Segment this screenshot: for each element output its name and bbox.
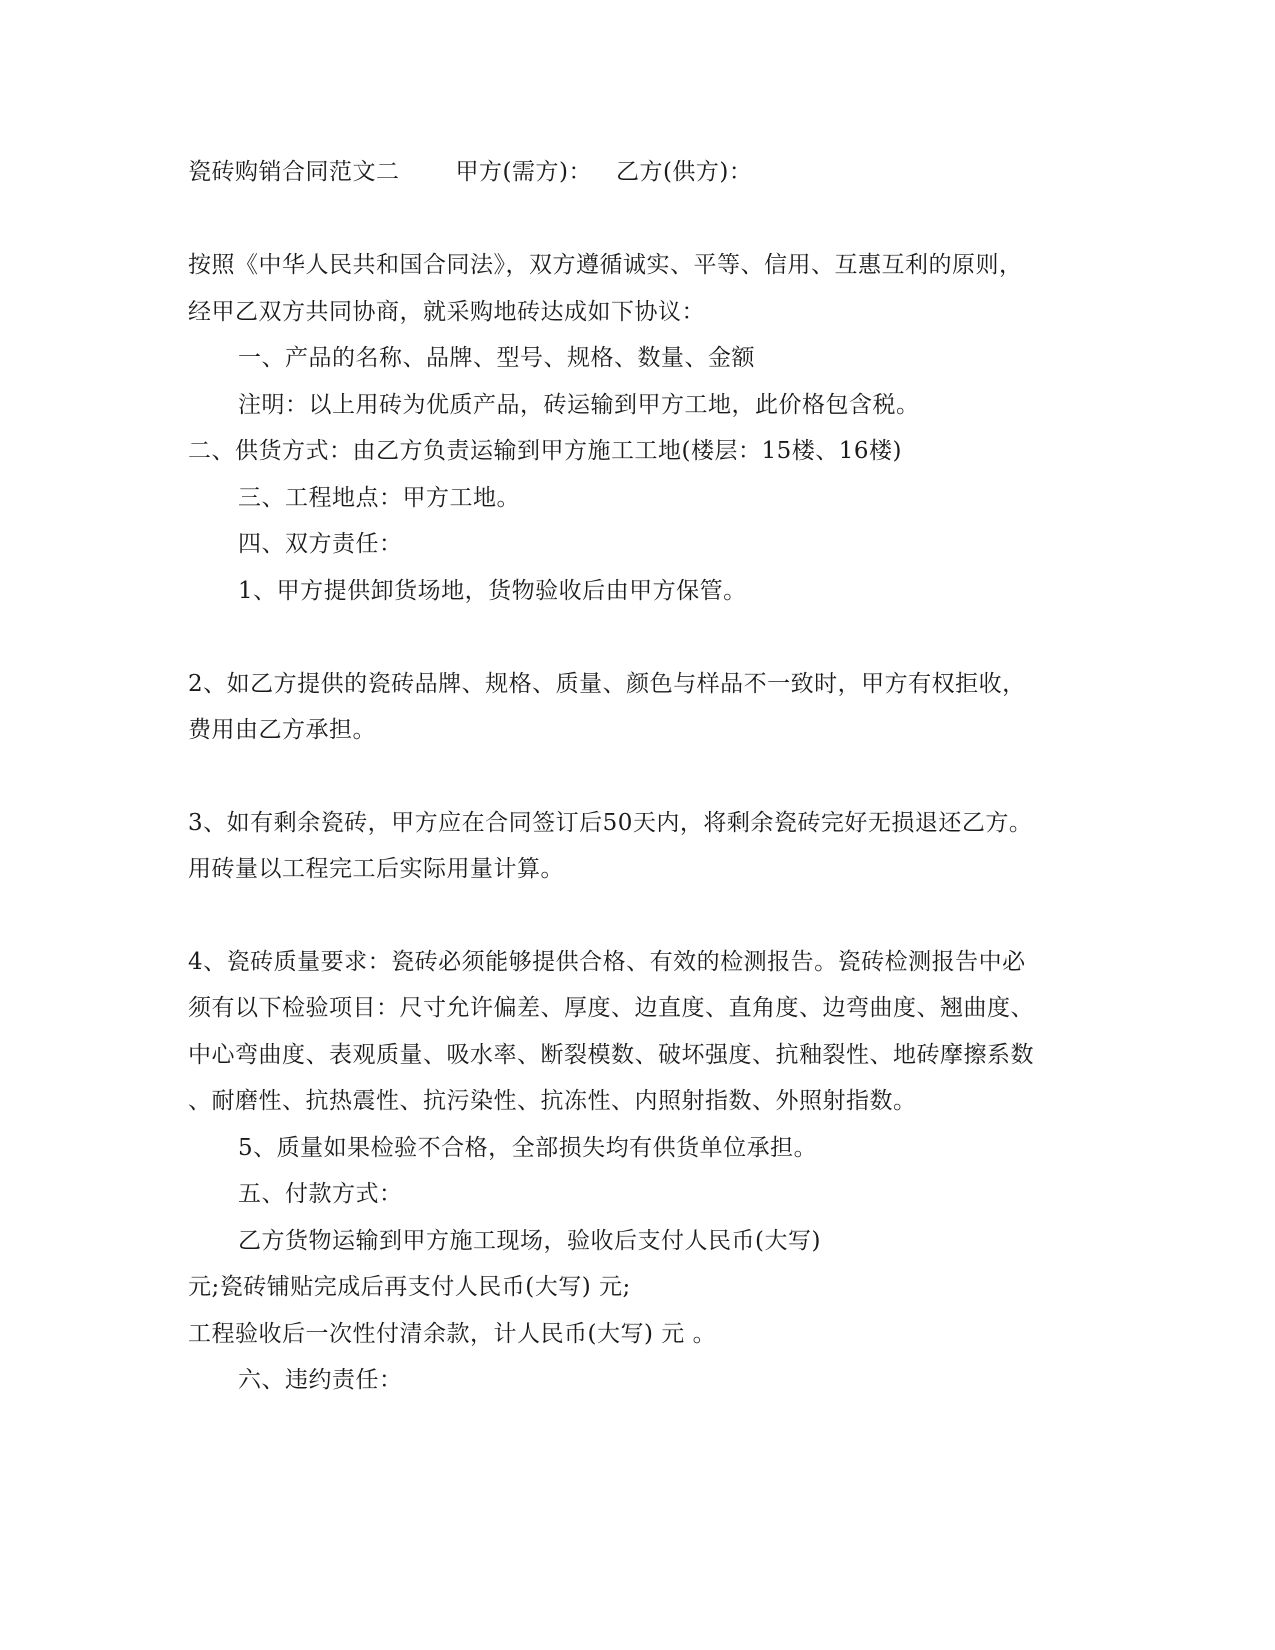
section-4-heading: 四、双方责任： [238, 531, 403, 557]
intro-line-1: 按照《中华人民共和国合同法》，双方遵循诚实、平等、信用、互惠互利的原则， [188, 252, 1023, 278]
payment-line-1: 乙方货物运输到甲方施工现场，验收后支付人民币(大写) [238, 1228, 821, 1254]
item-4-line-2: 须有以下检验项目：尺寸允许偏差、厚度、边直度、直角度、边弯曲度、翘曲度、 [188, 995, 1034, 1021]
document-title: 瓷砖购销合同范文二 [188, 159, 400, 185]
item-1: 1、甲方提供卸货场地，货物验收后由甲方保管。 [238, 578, 747, 604]
party-a-label: 甲方(需方)： [455, 159, 592, 185]
item-2-line-2: 费用由乙方承担。 [188, 717, 376, 743]
party-b-label: 乙方(供方)： [615, 159, 753, 185]
payment-line-2: 元;瓷砖铺贴完成后再支付人民币(大写) 元; [188, 1274, 631, 1300]
section-3-heading: 三、工程地点：甲方工地。 [238, 485, 520, 511]
payment-line-3: 工程验收后一次性付清余款，计人民币(大写) 元 。 [188, 1321, 717, 1347]
item-4-line-1: 4、瓷砖质量要求：瓷砖必须能够提供合格、有效的检测报告。瓷砖检测报告中必 [188, 949, 1026, 975]
item-4-line-4: 、耐磨性、抗热震性、抗污染性、抗冻性、内照射指数、外照射指数。 [188, 1088, 917, 1114]
section-2-heading: 二、供货方式：由乙方负责运输到甲方施工工地(楼层：15楼、16楼) [188, 438, 902, 464]
intro-line-2: 经甲乙双方共同协商，就采购地砖达成如下协议： [188, 299, 705, 325]
item-5: 5、质量如果检验不合格，全部损失均有供货单位承担。 [238, 1135, 818, 1161]
item-3-line-2: 用砖量以工程完工后实际用量计算。 [188, 856, 564, 882]
item-4-line-3: 中心弯曲度、表观质量、吸水率、断裂模数、破坏强度、抗釉裂性、地砖摩擦系数 [188, 1042, 1034, 1068]
item-2-line-1: 2、如乙方提供的瓷砖品牌、规格、质量、颜色与样品不一致时，甲方有权拒收， [188, 671, 1026, 697]
item-3-line-1: 3、如有剩余瓷砖，甲方应在合同签订后50天内，将剩余瓷砖完好无损退还乙方。 [188, 810, 1033, 836]
document-header [188, 156, 752, 188]
section-6-heading: 六、违约责任： [238, 1367, 403, 1393]
note-line: 注明：以上用砖为优质产品，砖运输到甲方工地，此价格包含税。 [238, 392, 920, 418]
section-1-heading: 一、产品的名称、品牌、型号、规格、数量、金额 [238, 345, 755, 371]
section-5-heading: 五、付款方式： [238, 1181, 403, 1207]
